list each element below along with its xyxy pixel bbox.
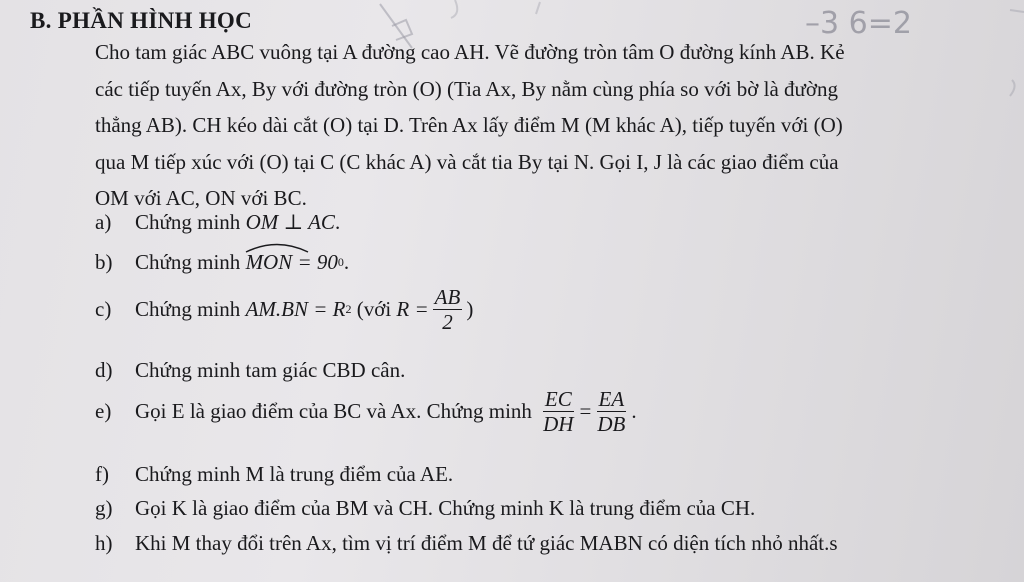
statement-line: thẳng AB). CH kéo dài cắt (O) tại D. Trên Ax lấy điểm M (M khác A), tiếp tuyến với (O): [95, 113, 843, 137]
question-text: Chứng minh: [135, 250, 241, 274]
question-label: h): [95, 531, 113, 555]
question-label: a): [95, 210, 112, 234]
fraction: [541, 387, 575, 436]
question-e: [95, 387, 637, 436]
statement-line: các tiếp tuyến Ax, By với đường tròn (O) (Tia Ax, By nằm cùng phía so với bờ là đường: [95, 76, 839, 101]
angle-name: MON: [245, 250, 293, 274]
question-text: Khi M thay đổi trên Ax, tìm vị trí điểm M để tứ giác MABN có diện tích nhỏ nhất.s: [135, 531, 838, 555]
question-tail: ): [466, 297, 474, 322]
question-label: g): [95, 496, 113, 520]
question-label: d): [95, 358, 113, 382]
degree-sup: 0: [337, 255, 344, 269]
fraction: [433, 285, 463, 334]
math-expression: = 90: [297, 250, 338, 274]
angle-expression: [246, 250, 293, 275]
question-label: e): [95, 399, 112, 424]
problem-statement: [95, 34, 995, 217]
question-text: Chứng minh tam giác CBD cân.: [135, 358, 406, 382]
question-text: Chứng minh: [135, 297, 241, 322]
math-expression: AM.BN = R: [245, 297, 346, 322]
question-label: b): [95, 250, 113, 274]
question-f: [95, 462, 453, 487]
equals-sign: =: [579, 399, 592, 424]
fraction-denominator: 2: [442, 310, 453, 335]
question-text: Chứng minh M là trung điểm của AE.: [135, 462, 454, 486]
question-text: Chứng minh: [135, 210, 241, 234]
angle-arc-icon: [244, 241, 310, 253]
question-label: f): [95, 462, 109, 486]
question-g: [95, 496, 755, 521]
question-label: c): [95, 297, 112, 322]
question-c: [95, 285, 473, 334]
math-expression: OM ⊥ AC: [245, 210, 335, 234]
question-d: [95, 358, 405, 383]
question-tail: .: [334, 210, 341, 234]
statement-line: OM với AC, ON với BC.: [95, 186, 307, 210]
section-heading: B. PHẦN HÌNH HỌC: [30, 8, 253, 33]
statement-line: Cho tam giác ABC vuông tại A đường cao AH. Vẽ đường tròn tâm O đường kính AB. Kẻ: [95, 40, 845, 64]
fraction-numerator: AB: [434, 285, 461, 309]
question-pre: (với: [356, 297, 392, 322]
question-a: [95, 210, 340, 235]
scribble-text: –3 6=2: [805, 6, 912, 41]
math-expression: R =: [396, 297, 429, 322]
question-tail: .: [343, 250, 350, 274]
question-h: [95, 531, 838, 556]
power-sup: 2: [345, 302, 352, 317]
question-text: Gọi E là giao điểm của BC và Ax. Chứng minh: [135, 399, 532, 424]
fraction-denominator: DB: [597, 412, 626, 437]
question-tail: .: [631, 399, 637, 424]
fraction-numerator: EA: [598, 387, 625, 411]
fraction-denominator: DH: [543, 412, 574, 437]
fraction-numerator: EC: [544, 387, 572, 411]
question-b: [95, 250, 349, 275]
statement-line: qua M tiếp xúc với (O) tại C (C khác A) và cắt tia By tại N. Gọi I, J là các giao điểm của: [95, 149, 839, 174]
question-text: Gọi K là giao điểm của BM và CH. Chứng minh K là trung điểm của CH.: [135, 496, 756, 520]
fraction: [595, 387, 627, 436]
